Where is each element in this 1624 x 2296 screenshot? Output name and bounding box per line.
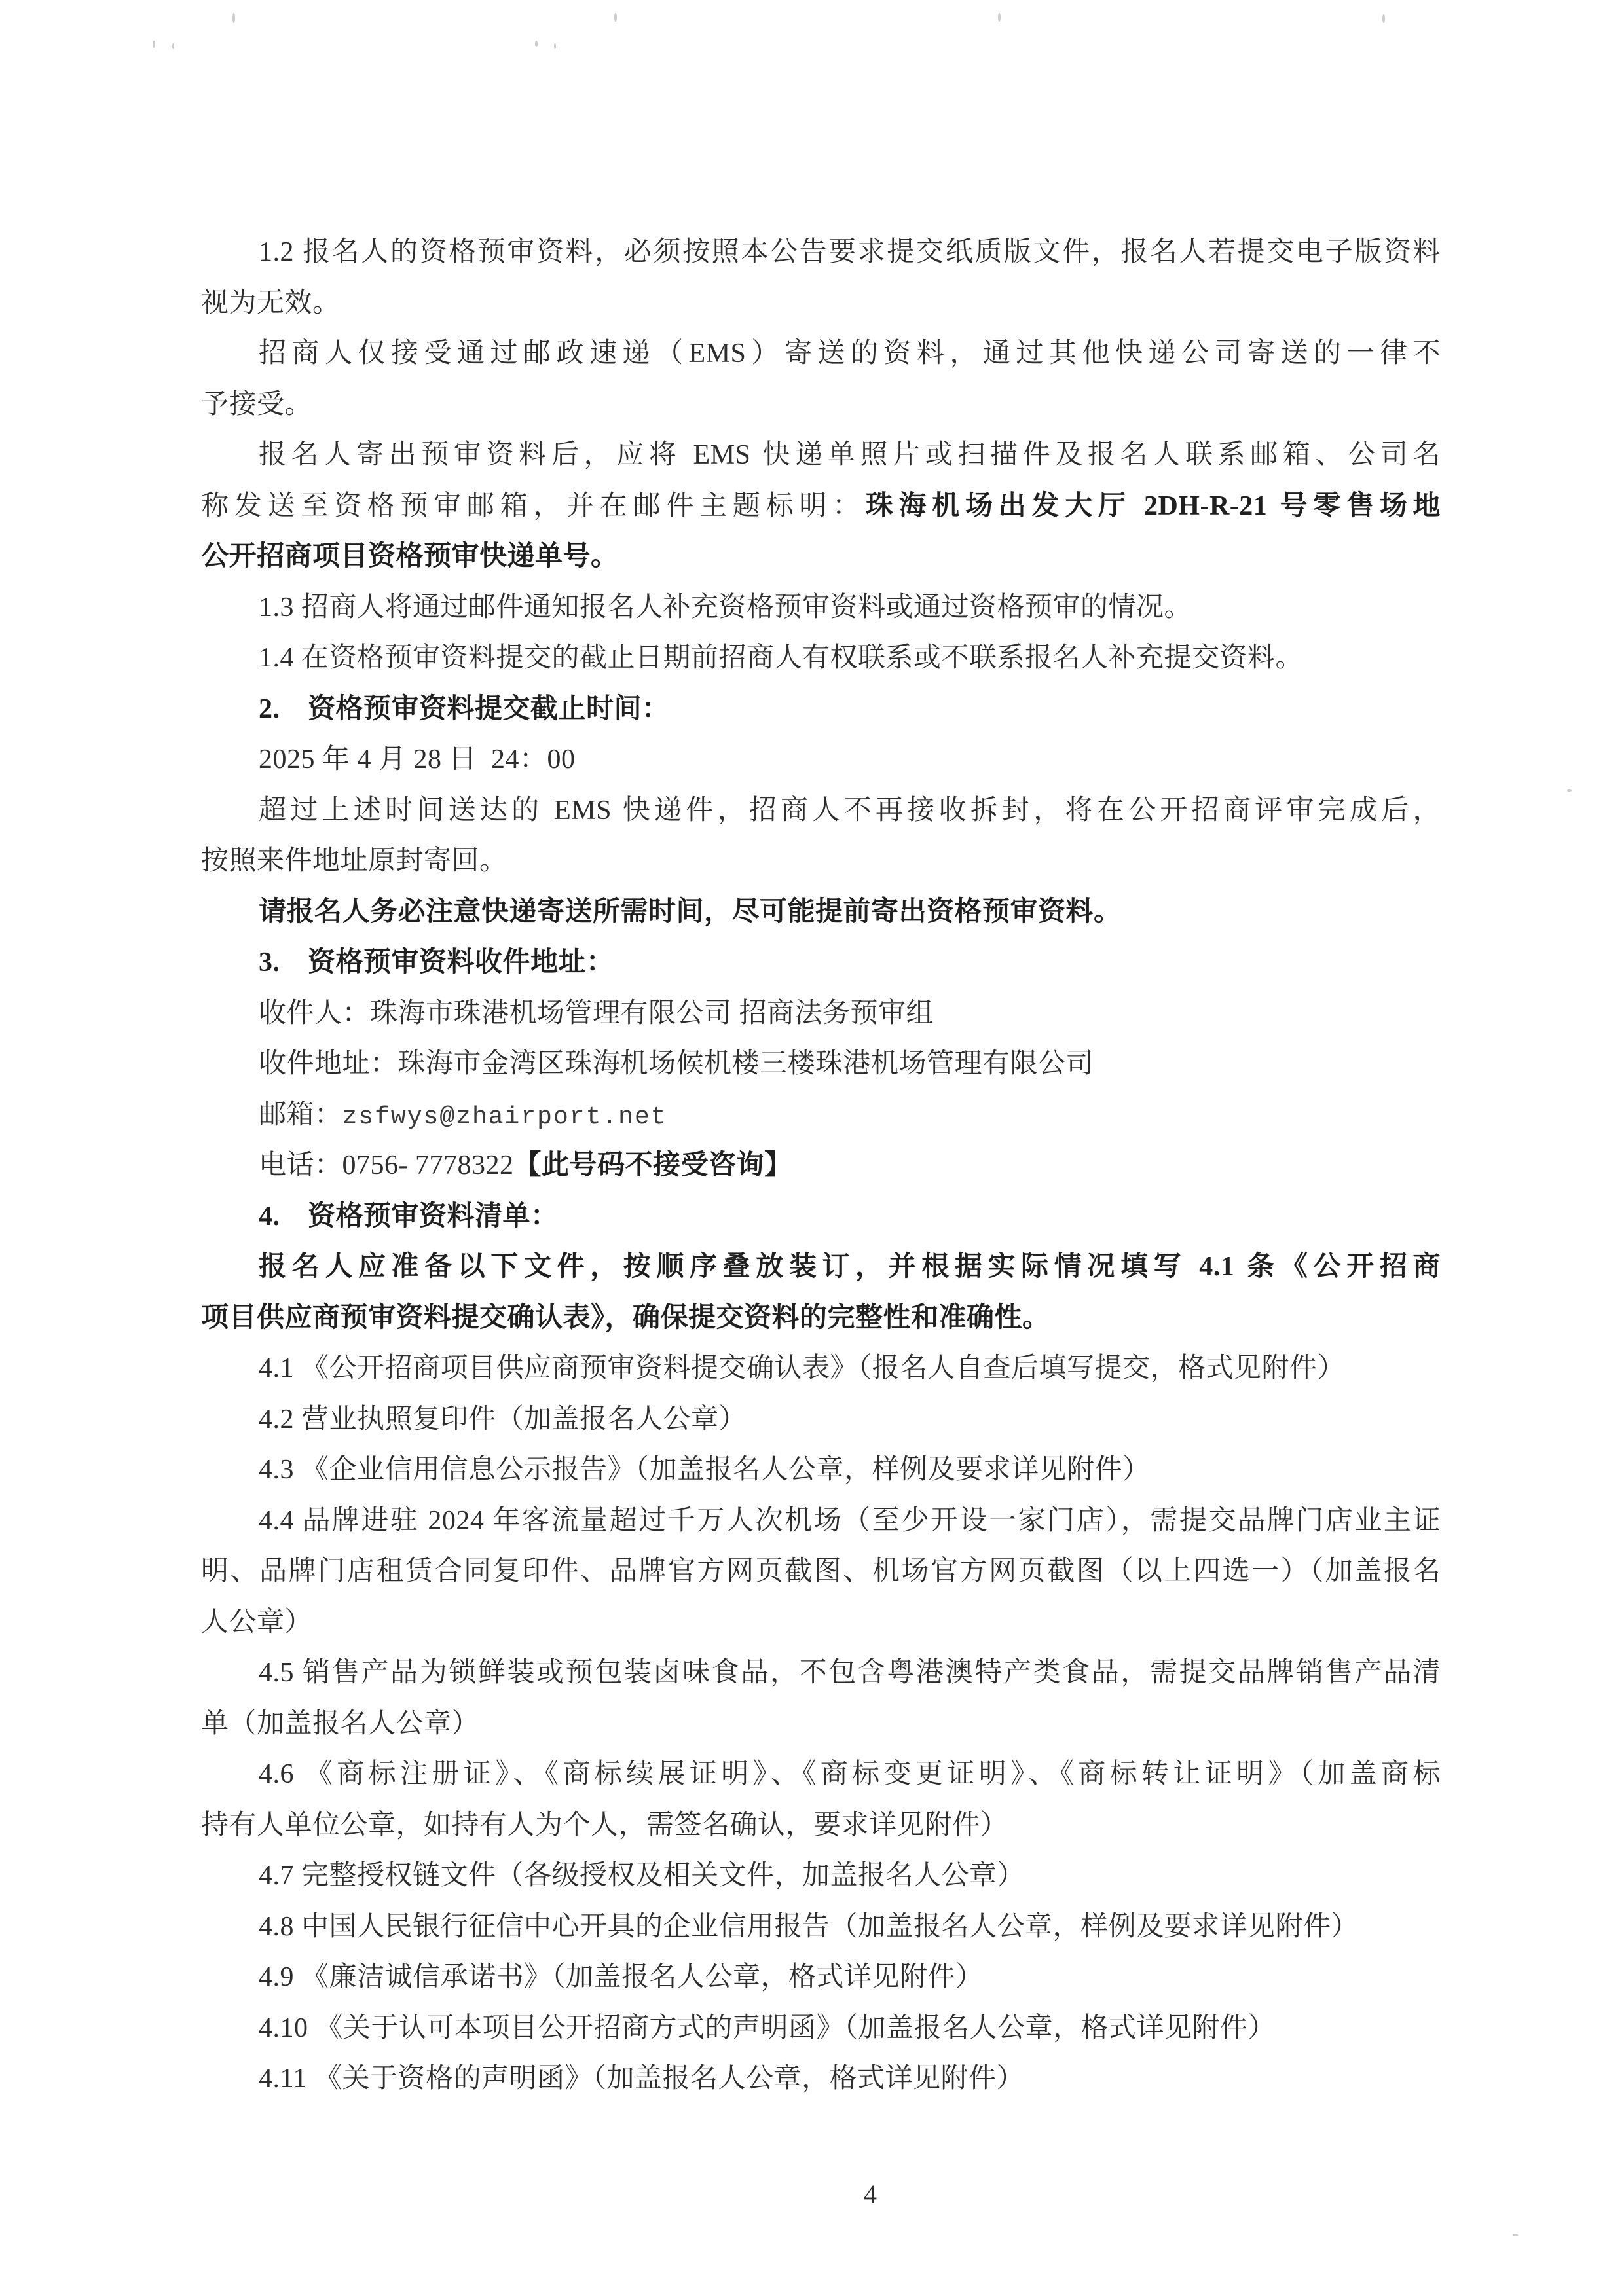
text-line [201, 2054, 1441, 2105]
text-line [201, 481, 1441, 532]
text-segment: 4.3 《企业信用信息公示报告》（加盖报名人公章，样例及要求详见附件） [259, 1455, 1151, 1485]
text-segment: 4.9 《廉洁诚信承诺书》（加盖报名人公章，格式详见附件） [259, 1962, 984, 1992]
text-segment: 收件地址：珠海市金湾区珠海机场候机楼三楼珠港机场管理有限公司 [259, 1049, 1094, 1079]
scan-speck [232, 13, 235, 23]
text-line [201, 735, 1441, 786]
text-segment: zsfwys@zhairport.net [342, 1102, 667, 1131]
text-line [201, 1090, 1441, 1141]
text-line [201, 1800, 1441, 1851]
text-line [201, 887, 1441, 938]
text-line [201, 380, 1441, 431]
scan-speck [614, 13, 617, 22]
scan-speck [153, 41, 155, 48]
text-segment: 视为无效。 [201, 287, 341, 318]
document-body [201, 227, 1441, 2105]
text-segment: 公开招商项目资格预审快递单号。 [201, 541, 619, 572]
text-segment: 珠海机场出发大厅 2DH-R-21 号零售场地 [865, 490, 1441, 521]
text-segment: 电话：0756- 7778322 [259, 1150, 514, 1180]
text-line [201, 583, 1441, 634]
text-segment: 4.6 《商标注册证》、《商标续展证明》、《商标变更证明》、《商标转让证明》（加盖商标 [259, 1759, 1441, 1789]
text-segment: 超过上述时间送达的 EMS 快递件，招商人不再接收拆封，将在公开招商评审完成后， [259, 795, 1441, 826]
text-segment: 持有人单位公章，如持有人为个人，需签名确认，要求详见附件） [201, 1810, 1008, 1840]
text-segment: 2025 年 4 月 28 日 24：00 [259, 744, 576, 774]
text-line [201, 1242, 1441, 1293]
scan-speck [1567, 789, 1572, 792]
text-segment: 邮箱： [259, 1099, 342, 1130]
text-line [201, 2003, 1441, 2054]
text-line [201, 786, 1441, 837]
text-line [201, 1902, 1441, 1953]
text-segment: 报名人应准备以下文件，按顺序叠放装订，并根据实际情况填写 4.1 条《公开招商 [259, 1252, 1441, 1282]
text-line [201, 1343, 1441, 1394]
text-line [201, 684, 1441, 735]
text-segment: 【此号码不接受咨询】 [513, 1150, 792, 1180]
text-line [201, 430, 1441, 481]
text-line [201, 633, 1441, 684]
text-line [201, 1597, 1441, 1649]
text-segment: 项目供应商预审资料提交确认表》，确保提交资料的完整性和准确性。 [201, 1302, 1050, 1333]
text-segment: 请报名人务必注意快递寄送所需时间，尽可能提前寄出资格预审资料。 [259, 896, 1122, 927]
text-segment: 1.4 在资格预审资料提交的截止日期前招商人有权联系或不联系报名人补充提交资料。 [259, 643, 1304, 673]
text-segment: 4.11 《关于资格的声明函》（加盖报名人公章，格式详见附件） [259, 2064, 1024, 2094]
text-line [201, 836, 1441, 887]
text-line [201, 1394, 1441, 1446]
text-segment: 1.3 招商人将通过邮件通知报名人补充资格预审资料或通过资格预审的情况。 [259, 592, 1192, 623]
text-line [201, 278, 1441, 329]
text-segment: 招商人仅接受通过邮政速递（EMS）寄送的资料，通过其他快递公司寄送的一律不 [259, 338, 1441, 369]
text-segment: 4. 资格预审资料清单： [259, 1201, 559, 1231]
text-segment: 4.10 《关于认可本项目公开招商方式的声明函》（加盖报名人公章，格式详见附件） [259, 2013, 1276, 2043]
text-segment: 称发送至资格预审邮箱，并在邮件主题标明： [201, 490, 866, 521]
scan-speck [172, 43, 174, 49]
text-line [201, 1648, 1441, 1699]
text-segment: 单（加盖报名人公章） [201, 1708, 480, 1739]
text-segment: 4.4 品牌进驻 2024 年客流量超过千万人次机场（至少开设一家门店），需提交品牌门店业主证 [259, 1505, 1441, 1536]
scan-speck [1382, 14, 1385, 23]
text-segment: 4.1 《公开招商项目供应商预审资料提交确认表》（报名人自查后填写提交，格式见附件） [259, 1353, 1346, 1383]
text-line [201, 1699, 1441, 1750]
scan-speck [1513, 2234, 1518, 2236]
text-line [201, 227, 1441, 278]
text-segment: 4.8 中国人民银行征信中心开具的企业信用报告（加盖报名人公章，样例及要求详见附件） [259, 1911, 1359, 1942]
text-segment: 4.7 完整授权链文件（各级授权及相关文件，加盖报名人公章） [259, 1861, 1025, 1891]
text-line [201, 329, 1441, 380]
text-line [201, 1851, 1441, 1902]
text-segment: 予接受。 [201, 389, 313, 420]
text-segment: 3. 资格预审资料收件地址： [259, 947, 614, 977]
text-segment: 2. 资格预审资料提交截止时间： [259, 693, 670, 724]
text-segment: 明、品牌门店租赁合同复印件、品牌官方网页截图、机场官方网页截图（以上四选一）（加盖报名 [201, 1556, 1441, 1586]
page-number: 4 [864, 2179, 877, 2209]
text-line [201, 1192, 1441, 1243]
text-line [201, 532, 1441, 583]
scan-speck [554, 43, 556, 49]
text-line [201, 1293, 1441, 1344]
text-line [201, 1445, 1441, 1496]
text-segment: 人公章） [201, 1607, 313, 1637]
text-line [201, 938, 1441, 989]
text-segment: 收件人：珠海市珠港机场管理有限公司 招商法务预审组 [259, 998, 934, 1029]
text-segment: 报名人寄出预审资料后，应将 EMS 快递单照片或扫描件及报名人联系邮箱、公司名 [259, 440, 1441, 470]
scan-speck [998, 13, 1001, 22]
text-line [201, 1546, 1441, 1597]
text-line [201, 1140, 1441, 1192]
text-segment: 1.2 报名人的资格预审资料，必须按照本公告要求提交纸质版文件，报名人若提交电子版资料 [259, 237, 1441, 267]
text-line [201, 1749, 1441, 1800]
text-segment: 4.5 销售产品为锁鲜装或预包装卤味食品，不包含粤港澳特产类食品，需提交品牌销售产品清 [259, 1658, 1441, 1688]
text-segment: 4.2 营业执照复印件（加盖报名人公章） [259, 1404, 747, 1434]
text-line [201, 1496, 1441, 1547]
text-line [201, 989, 1441, 1040]
text-line [201, 1952, 1441, 2003]
scan-speck [535, 41, 538, 47]
text-segment: 按照来件地址原封寄回。 [201, 846, 507, 876]
text-line [201, 1039, 1441, 1090]
